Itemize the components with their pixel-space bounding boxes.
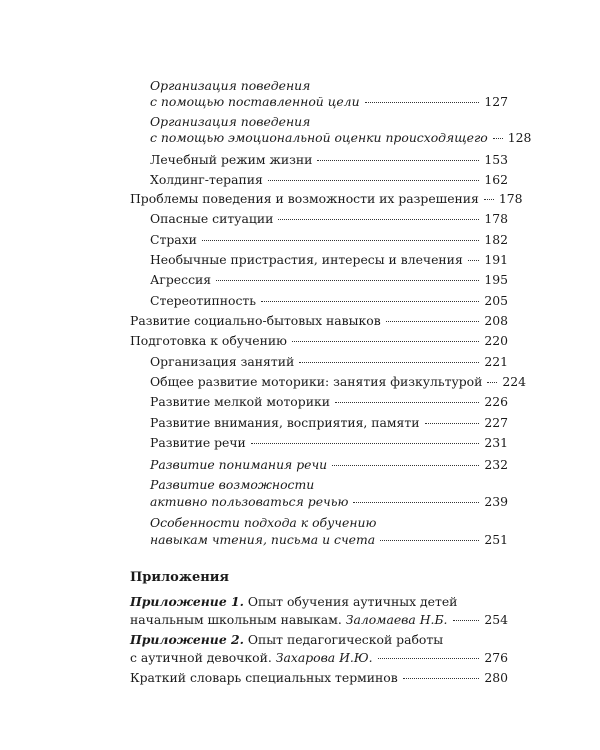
toc-entry-row: [150, 250, 508, 270]
toc-entry-title: Лечебный режим жизни: [150, 152, 313, 167]
toc-entry-row: [150, 352, 508, 372]
toc-entry-title: навыкам чтения, письма и счета: [150, 532, 376, 547]
toc-entry-title: Развитие мелкой моторики: [150, 394, 330, 409]
appendix-author: Захарова И.Ю.: [275, 650, 373, 665]
dot-leader: [484, 199, 494, 200]
toc-entry-title: Стереотипность: [150, 293, 257, 308]
dot-leader: [251, 443, 480, 444]
toc-page-number: 251: [484, 532, 508, 547]
toc-entry-row: [150, 209, 508, 229]
appendix-entry-row: [130, 610, 508, 630]
toc-page-number: 276: [484, 650, 508, 665]
toc-entry-title: Необычные пристрастия, интересы и влечения: [150, 252, 463, 267]
toc-entry-line: Развитие возможности: [150, 477, 315, 492]
dot-leader: [332, 465, 479, 466]
toc-page-number: 220: [484, 333, 508, 348]
toc-page-number: 195: [484, 272, 508, 287]
toc-page-number: 162: [484, 172, 508, 187]
toc-entry-title: Организация занятий: [150, 354, 295, 369]
toc-page-number: 226: [484, 394, 508, 409]
toc-entry-row: [150, 230, 508, 250]
toc-entry-row: [130, 189, 523, 209]
toc-page-number: 191: [484, 252, 508, 267]
toc-entry-title: Страхи: [150, 232, 197, 247]
toc-entry-row: [150, 92, 508, 112]
dot-leader: [335, 402, 479, 403]
toc-entry-title: с помощью поставленной цели: [150, 94, 360, 109]
toc-page-number: 221: [484, 354, 508, 369]
toc-entry-row: [150, 128, 532, 148]
toc-entry-line: Организация поведения: [150, 78, 311, 93]
toc-entry-line: Организация поведения: [150, 114, 311, 129]
dot-leader: [386, 321, 480, 322]
toc-entry-row: [150, 291, 508, 311]
appendix-title-tail: начальным школьным навыкам.: [130, 612, 346, 627]
dot-leader: [453, 620, 480, 621]
dot-leader: [299, 362, 479, 363]
toc-entry-line: Особенности подхода к обучению: [150, 515, 377, 530]
appendix-title: Опыт педагогической работы: [243, 632, 444, 647]
appendix-entry-line: [130, 592, 457, 612]
toc-entry-title: Развитие внимания, восприятия, памяти: [150, 415, 420, 430]
dot-leader: [378, 658, 480, 659]
toc-entry-title: активно пользоваться речью: [150, 494, 349, 509]
toc-page-number: 127: [484, 94, 508, 109]
toc-entry-title: Опасные ситуации: [150, 211, 274, 226]
dot-leader: [365, 102, 480, 103]
toc-entry-title: Развитие речи: [150, 435, 246, 450]
dot-leader: [403, 678, 480, 679]
toc-entry-title: Подготовка к обучению: [130, 333, 287, 348]
toc-page-number: 182: [484, 232, 508, 247]
toc-page-number: 280: [484, 670, 508, 685]
dot-leader: [380, 540, 479, 541]
dot-leader: [216, 280, 479, 281]
appendix-entry-row: [130, 648, 508, 668]
glossary-title: Краткий словарь специальных терминов: [130, 670, 398, 685]
toc-page-number: 231: [484, 435, 508, 450]
toc-entry-title: Агрессия: [150, 272, 212, 287]
dot-leader: [487, 382, 497, 383]
dot-leader: [353, 502, 479, 503]
toc-entry-row: [150, 433, 508, 453]
toc-entry-row: [130, 311, 508, 331]
toc-page-number: 205: [484, 293, 508, 308]
toc-entry-row: [150, 392, 508, 412]
toc-entry-row: [150, 170, 508, 190]
dot-leader: [317, 160, 479, 161]
toc-page-number: 153: [484, 152, 508, 167]
toc-entry-row: [150, 492, 508, 512]
toc-page-number: 232: [484, 457, 508, 472]
dot-leader: [261, 301, 479, 302]
appendix-title-cont: [130, 610, 448, 630]
toc-entry-row: [150, 455, 508, 475]
toc-page-number: 254: [484, 612, 508, 627]
toc-entry-row: [150, 150, 508, 170]
toc-entry-title: Холдинг-терапия: [150, 172, 263, 187]
toc-entry-title: Общее развитие моторики: занятия физкультурой: [150, 374, 483, 389]
toc-page-number: 178: [484, 211, 508, 226]
dot-leader: [202, 240, 479, 241]
toc-entry-row: [150, 413, 508, 433]
toc-page-number: 224: [502, 374, 527, 389]
toc-entry-title: Развитие социально-бытовых навыков: [130, 313, 381, 328]
appendix-label: Приложение 2.: [130, 632, 244, 647]
toc-page-number: 128: [507, 130, 532, 145]
toc-entry-row: [150, 270, 508, 290]
dot-leader: [425, 423, 480, 424]
toc-page-number: 239: [484, 494, 508, 509]
appendix-entry-line: [130, 630, 443, 650]
toc-page-number: 208: [484, 313, 508, 328]
appendix-title-tail: с аутичной девочкой.: [130, 650, 276, 665]
dot-leader: [292, 341, 479, 342]
dot-leader: [493, 138, 503, 139]
appendix-heading: Приложения: [130, 570, 230, 585]
appendix-author: Заломаева Н.Б.: [345, 612, 448, 627]
toc-page-number: 227: [484, 415, 508, 430]
toc-entry-title: с помощью эмоциональной оценки происходящего: [150, 130, 488, 145]
dot-leader: [268, 180, 480, 181]
dot-leader: [468, 260, 480, 261]
toc-entry-row: [150, 372, 527, 392]
appendix-label: Приложение 1.: [130, 594, 244, 609]
appendix-title-cont: [130, 648, 373, 668]
glossary-row: [130, 668, 508, 688]
toc-entry-title: Проблемы поведения и возможности их разрешения: [130, 191, 479, 206]
toc-entry-row: [130, 331, 508, 351]
appendix-title: Опыт обучения аутичных детей: [243, 594, 458, 609]
toc-entry-title: Развитие понимания речи: [150, 457, 328, 472]
dot-leader: [278, 219, 479, 220]
toc-page-number: 178: [498, 191, 523, 206]
toc-entry-row: [150, 530, 508, 550]
